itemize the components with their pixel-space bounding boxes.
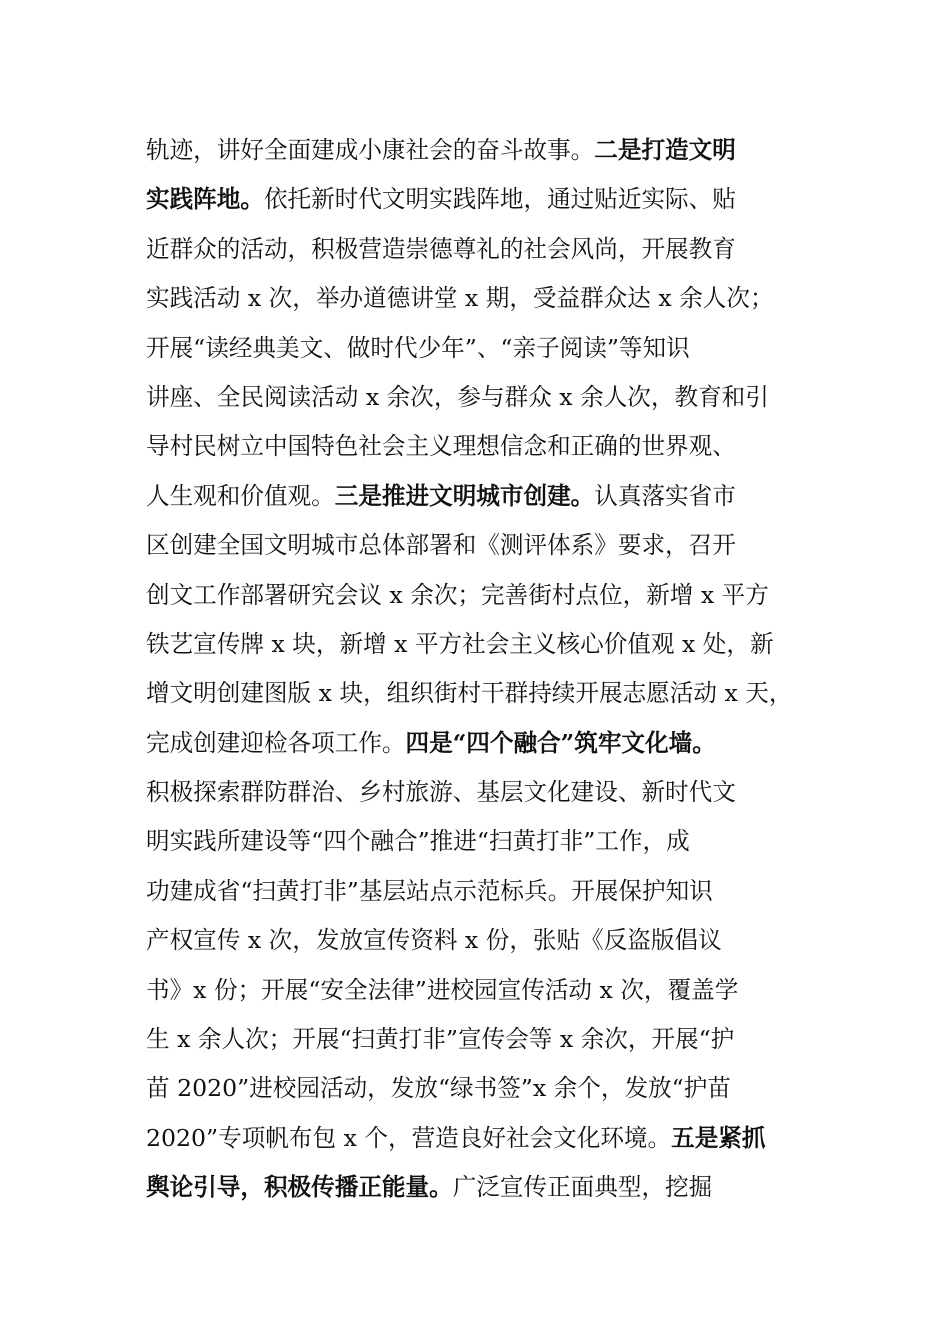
- line-text: 导村民树立中国特色社会主义理想信念和正确的世界观、: [146, 432, 736, 461]
- line-text: 书》x 份；开展“安全法律”进校园宣传活动 x 次，覆盖学: [146, 975, 739, 1004]
- text-line: [146, 225, 818, 274]
- bold-heading-text: 四是“四个融合”筑牢文化墙。: [405, 728, 716, 757]
- line-text: 广泛宣传正面典型，挖掘: [452, 1173, 713, 1202]
- line-text: 依托新时代文明实践阵地，通过贴近实际、贴: [263, 185, 736, 214]
- line-text: 铁艺宣传牌 x 块，新增 x 平方社会主义核心价值观 x 处，新: [146, 629, 774, 658]
- text-line: [146, 1064, 818, 1113]
- line-text: 人生观和价值观。: [146, 481, 335, 510]
- line-text: 明实践所建设等“四个融合”推进“扫黄打非”工作，成: [146, 827, 690, 856]
- line-text: 讲座、全民阅读活动 x 余次，参与群众 x 余人次，教育和引: [146, 382, 769, 411]
- text-line: [146, 521, 818, 570]
- line-text: 开展“读经典美文、做时代少年”、“亲子阅读”等知识: [146, 333, 690, 362]
- text-line: [146, 768, 818, 817]
- text-line: [146, 274, 818, 323]
- text-line: [146, 422, 818, 471]
- text-line: [146, 324, 818, 373]
- text-line: [146, 916, 818, 965]
- line-text: 功建成省“扫黄打非”基层站点示范标兵。开展保护知识: [146, 876, 713, 905]
- line-text: 区创建全国文明城市总体部署和《测评体系》要求，召开: [146, 531, 736, 560]
- text-line: [146, 472, 818, 521]
- line-text: 增文明创建图版 x 块，组织街村干群持续开展志愿活动 x 天，: [146, 679, 793, 708]
- line-text: 生 x 余人次；开展“扫黄打非”宣传会等 x 余次，开展“护: [146, 1025, 735, 1054]
- text-line: [146, 966, 818, 1015]
- text-line: [146, 126, 818, 175]
- bold-heading-text: 二是打造文明: [594, 136, 736, 164]
- text-line: [146, 1163, 818, 1212]
- line-text: 积极探索群防群治、乡村旅游、基层文化建设、新时代文: [146, 778, 736, 807]
- line-text: 完成创建迎检各项工作。: [146, 728, 406, 757]
- line-text: 实践活动 x 次，举办道德讲堂 x 期，受益群众达 x 余人次；: [146, 284, 774, 313]
- text-line: [146, 1114, 818, 1163]
- body-paragraph: [146, 126, 818, 1213]
- bold-heading-text: 舆论引导，积极传播正能量。: [146, 1173, 453, 1202]
- text-line: [146, 571, 818, 620]
- line-text: 产权宣传 x 次，发放宣传资料 x 份，张贴《反盗版倡议: [146, 926, 722, 955]
- line-text: 创文工作部署研究会议 x 余次；完善街村点位，新增 x 平方: [146, 580, 769, 609]
- bold-heading-text: 五是紧抓: [671, 1123, 766, 1152]
- text-line: [146, 867, 818, 916]
- bold-heading-text: 实践阵地。: [146, 185, 264, 214]
- line-text: 近群众的活动，积极营造崇德尊礼的社会风尚，开展教育: [146, 234, 736, 263]
- text-line: [146, 719, 818, 768]
- text-line: [146, 1015, 818, 1064]
- line-text: 认真落实省市: [594, 481, 736, 510]
- text-line: [146, 620, 818, 669]
- bold-heading-text: 三是推进文明城市创建。: [334, 481, 595, 510]
- text-line: [146, 817, 818, 866]
- line-text: 轨迹，讲好全面建成小康社会的奋斗故事。: [146, 136, 595, 164]
- line-text: 2020”专项帆布包 x 个，营造良好社会文化环境。: [146, 1123, 672, 1152]
- text-line: [146, 175, 818, 224]
- line-text: 苗 2020”进校园活动，发放“绿书签”x 余个，发放“护苗: [146, 1074, 731, 1103]
- text-line: [146, 373, 818, 422]
- text-line: [146, 669, 818, 718]
